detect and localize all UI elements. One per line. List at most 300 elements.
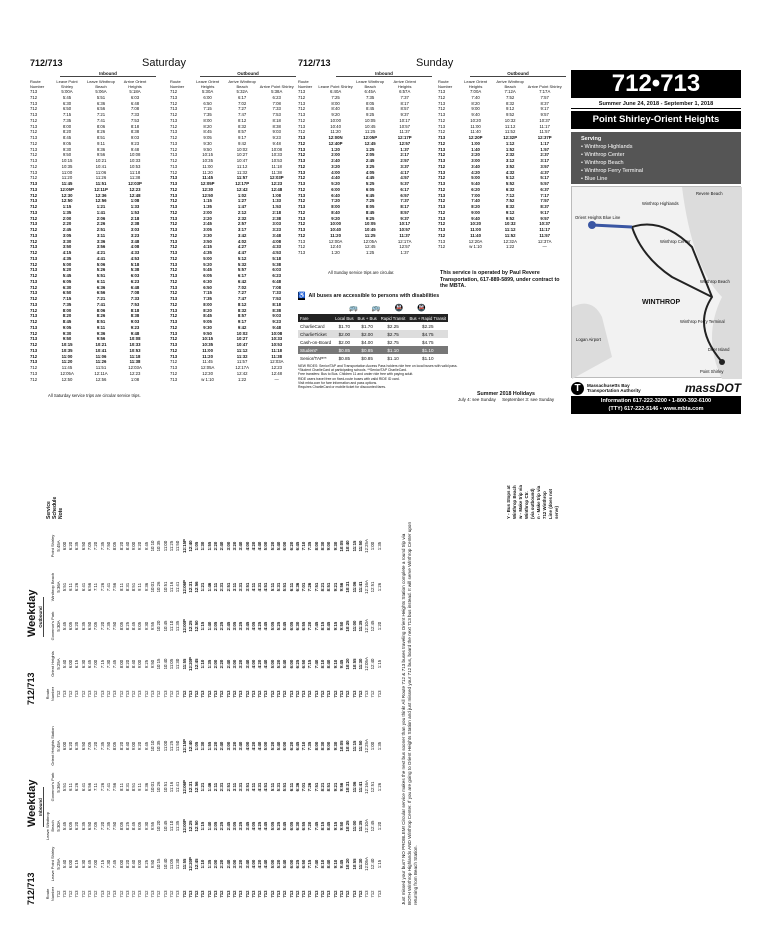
table-cell: 712	[30, 163, 38, 169]
table-cell: 6:00	[288, 659, 294, 669]
table-cell: 12:30	[61, 192, 73, 198]
table-cell: 7:37	[400, 94, 409, 100]
serving-item: • Winthrop Highlands	[581, 144, 633, 150]
table-cell: 5:20	[269, 741, 275, 751]
table-cell: 5:05	[269, 821, 275, 831]
table-cell: 712	[257, 690, 263, 698]
table-cell: 11:51	[95, 365, 107, 371]
table-cell: 6:40A	[329, 89, 342, 95]
table-cell: 3:48	[130, 238, 140, 244]
column-header: Route Number	[45, 686, 55, 702]
table-cell: 5:51	[282, 582, 288, 592]
table-cell: 712	[170, 232, 178, 238]
table-cell: 713	[238, 690, 244, 698]
table-cell: 712	[30, 319, 38, 325]
table-cell: 12:50	[61, 198, 73, 204]
table-cell: 8:45	[203, 313, 212, 319]
table-cell: 8:17	[400, 204, 409, 210]
column-header: Arrive Point Shirley	[527, 83, 562, 89]
table-cell: 7:27	[237, 290, 247, 296]
table-cell: 2:40	[219, 541, 225, 551]
bus-bus-icon: 🚌	[371, 305, 381, 312]
table-cell: 713	[187, 890, 193, 898]
table-cell: 5:45	[61, 621, 67, 631]
massdot-logo: massDOT	[684, 381, 741, 395]
table-cell: 10:17	[399, 117, 411, 123]
table-cell: 712	[30, 192, 38, 198]
table-cell: 713	[298, 158, 306, 164]
table-cell: 1:20	[331, 146, 340, 152]
table-cell: 713	[150, 690, 156, 698]
table-cell: 6:45	[294, 541, 300, 551]
table-cell: 7:57	[540, 94, 549, 100]
table-cell: 7:11	[93, 782, 99, 792]
table-cell: 10:40	[345, 540, 351, 552]
holidays-title: Summer 2018 Holidays	[477, 391, 535, 397]
table-cell: 713	[175, 890, 181, 898]
operated-by-note: This service is operated by Paul Revere Transportation, 617-889-5899, under contract to the MBTA.	[440, 270, 560, 289]
table-cell: 9:12	[505, 106, 515, 112]
table-cell: 9:40	[471, 112, 480, 118]
table-cell: 6:00	[61, 541, 67, 551]
table-cell: 11:12	[504, 227, 516, 233]
sunday-section	[298, 58, 563, 418]
table-cell: 9:55	[150, 821, 156, 831]
table-cell: 8:05	[118, 621, 124, 631]
table-cell: 1:20	[376, 821, 382, 831]
table-cell: 712	[30, 140, 38, 146]
table-cell: 11:40	[470, 232, 481, 238]
table-cell: 3:51	[244, 782, 250, 792]
fare-cell: Cash-on-Board	[300, 339, 332, 345]
table-cell: 9:03	[272, 129, 281, 135]
table-cell: 2:20	[219, 659, 225, 669]
table-cell: 6:57A	[399, 89, 411, 95]
table-cell: 11:41	[175, 781, 181, 793]
table-cell: 12:40	[187, 740, 193, 752]
serving-item: • Winthrop Center	[581, 152, 625, 158]
table-cell: 713	[351, 690, 357, 698]
table-cell: 5:45	[62, 273, 72, 279]
table-cell: 10:01	[150, 781, 156, 793]
table-cell: 712	[298, 140, 306, 146]
table-cell: 4:00	[250, 659, 256, 669]
table-cell: 11:57	[236, 359, 248, 365]
table-cell: 11:35	[175, 620, 181, 632]
table-cell: 3:51	[244, 582, 250, 592]
table-cell: 12:56	[194, 581, 200, 593]
table-cell: 11:06	[95, 353, 107, 359]
column-header: Orient Heights Station	[49, 726, 55, 766]
table-cell: 4:21	[96, 250, 106, 256]
table-cell: 713	[438, 204, 446, 210]
column-header: Leave Orient Heights	[464, 79, 488, 89]
table-cell: 5:00	[203, 255, 212, 261]
table-cell: 713	[137, 890, 143, 898]
table-cell: 10:02	[236, 146, 248, 152]
table-cell: 712	[170, 313, 178, 319]
table-cell: 9:11	[137, 782, 143, 792]
table-cell: 11:00	[202, 163, 213, 169]
table-cell: 10:53	[271, 342, 283, 348]
table-cell: 713	[30, 209, 38, 215]
fare-notes	[298, 364, 458, 390]
table-cell: 9:48	[272, 324, 281, 330]
table-cell: 11:05	[168, 658, 174, 670]
table-cell: 5:40	[61, 859, 67, 869]
table-cell: 5:12	[505, 175, 515, 181]
table-cell: 2:20	[213, 541, 219, 551]
table-cell: 712	[170, 290, 178, 296]
table-cell: 10:33	[129, 342, 141, 348]
table-cell: 10:32	[504, 117, 516, 123]
table-cell: 4:31	[257, 782, 263, 792]
table-cell: 712	[357, 890, 363, 898]
table-cell: 1:30	[200, 741, 206, 751]
table-cell: 713	[263, 890, 269, 898]
table-cell: 12:05A	[200, 365, 215, 371]
table-cell: 7:50	[112, 821, 118, 831]
table-cell: 9:17	[540, 106, 549, 112]
table-cell: 713	[376, 890, 382, 898]
table-cell: 713	[170, 140, 178, 146]
table-cell: 6:41	[80, 582, 86, 592]
table-cell: 10:33	[271, 336, 283, 342]
table-cell: 712	[170, 347, 178, 353]
table-cell: 1:20	[331, 250, 340, 256]
table-cell: 9:30	[62, 330, 72, 336]
table-cell: 713	[170, 238, 178, 244]
table-cell: 10:05	[364, 221, 376, 227]
table-cell: 11:17	[539, 123, 550, 129]
table-cell: 10:47	[236, 342, 248, 348]
table-cell: 713	[170, 106, 178, 112]
table-cell: 1:35	[206, 859, 212, 869]
table-cell: 6:20	[68, 541, 74, 551]
table-cell: 8:18	[272, 301, 281, 307]
table-cell: 6:20	[471, 186, 480, 192]
map-label: WINTHROP	[642, 299, 681, 306]
table-row	[30, 377, 152, 383]
table-cell: 8:38	[130, 129, 140, 135]
table-cell: 5:05	[269, 621, 275, 631]
table-cell: 712	[181, 690, 187, 698]
table-cell: 6:11	[96, 278, 106, 284]
table-cell: 8:45	[365, 209, 375, 215]
table-cell: 712	[244, 890, 250, 898]
table-cell: 7:05	[87, 541, 93, 551]
sunday-outbound-table	[438, 80, 562, 250]
table-cell: 1:15	[200, 821, 206, 831]
table-cell: 8:15	[320, 821, 326, 831]
table-cell: 8:32	[505, 100, 515, 106]
weekday-outbound-label: Outbound	[38, 597, 44, 637]
table-cell: 11:12	[236, 163, 248, 169]
table-cell: 5:51	[61, 782, 67, 792]
table-cell: 713	[170, 353, 178, 359]
table-cell: 713	[87, 690, 93, 698]
table-cell: 713	[61, 890, 67, 898]
fare-table	[298, 314, 448, 362]
table-cell: 713	[298, 112, 306, 118]
fare-cell: $4.00	[361, 339, 373, 345]
table-cell: 6:30	[294, 621, 300, 631]
table-cell: 7:21	[96, 296, 106, 302]
table-cell: 4:00	[244, 541, 250, 551]
table-cell: 712	[30, 376, 38, 382]
table-header-row	[46, 525, 56, 705]
table-cell: 6:20	[288, 541, 294, 551]
column-header: Arrive Point Shirley	[259, 83, 294, 89]
table-cell: 12:40	[370, 858, 376, 870]
table-cell: 11:00	[202, 347, 213, 353]
service-note-title: Service Schedule Note	[46, 496, 64, 519]
table-cell: 4:20	[250, 541, 256, 551]
table-cell: 12:40	[187, 540, 193, 552]
table-cell: 7:33	[130, 296, 140, 302]
table-cell: 713	[301, 690, 307, 698]
table-cell: 5:37	[400, 181, 409, 187]
column-header: Leave Point Shirley	[56, 79, 78, 89]
table-cell: 9:30	[143, 821, 149, 831]
cover-name: Point Shirley-Orient Heights	[571, 111, 741, 129]
table-cell: 6:50	[87, 621, 93, 631]
saturday-title: Saturday	[142, 57, 187, 69]
table-row	[170, 377, 294, 383]
table-cell: 8:05	[365, 100, 375, 106]
fare-cell: $2.75	[387, 339, 399, 345]
table-cell: 11:20	[61, 359, 73, 365]
column-header: Leave Orient Heights	[196, 79, 220, 89]
table-cell: 9:36	[143, 582, 149, 592]
table-cell: 11:15	[351, 540, 357, 552]
table-cell: 6:11	[68, 782, 74, 792]
table-cell: 8:06	[96, 307, 106, 313]
table-cell: 6:23	[130, 278, 140, 284]
table-cell: 9:00	[131, 741, 137, 751]
table-cell: 9:03	[130, 319, 140, 325]
serving-item: • Winthrop Ferry Terminal	[581, 168, 644, 174]
table-cell: 3:45	[244, 821, 250, 831]
table-cell: 5:45	[282, 821, 288, 831]
table-cell: 5:12	[237, 255, 247, 261]
cover-route-box	[571, 70, 741, 98]
table-cell: 713	[30, 181, 38, 187]
table-cell: 3:40	[238, 541, 244, 551]
table-cell: 11:26	[95, 359, 107, 365]
table-cell: 2:00	[213, 659, 219, 669]
table-cell: 712	[170, 198, 178, 204]
table-cell: 712	[156, 690, 162, 698]
fare-header-row	[298, 314, 448, 322]
table-cell: 5:00A	[61, 89, 73, 95]
table-cell: 5:25	[365, 181, 375, 187]
table-cell: 3:11	[96, 232, 106, 238]
table-cell: 712	[93, 890, 99, 898]
table-cell: 5:18	[130, 261, 140, 267]
table-cell: 5:45	[61, 821, 67, 831]
table-cell: 4:00	[250, 859, 256, 869]
map-label: Point Shirley	[700, 369, 724, 374]
table-cell: 712	[30, 152, 38, 158]
table-cell: 11:00	[351, 620, 357, 632]
table-cell: 12:23	[129, 370, 141, 376]
table-cell: 9:57	[540, 215, 549, 221]
table-cell: 8:51	[96, 135, 106, 141]
table-cell: 6:32	[505, 186, 515, 192]
column-header: Leave Winthrop Beach	[356, 79, 385, 89]
table-cell: 10:05	[338, 540, 344, 552]
table-cell: 3:37	[400, 163, 409, 169]
table-cell: 9:52	[505, 215, 515, 221]
table-header-row	[30, 80, 152, 89]
table-cell: 3:20	[331, 163, 340, 169]
weekday-route-code: 712/713	[26, 872, 36, 905]
table-cell: 11:00	[61, 353, 73, 359]
fare-cell: $4.75	[422, 339, 434, 345]
table-cell: 712	[30, 365, 38, 371]
table-cell: 713	[30, 100, 38, 106]
table-cell: 713	[112, 690, 118, 698]
table-cell: 10:26	[156, 781, 162, 793]
table-cell: 12:17A	[235, 365, 249, 371]
table-cell: 4:05	[250, 621, 256, 631]
table-cell: 712	[438, 117, 446, 123]
table-cell: 5:40	[471, 181, 480, 187]
table-cell: 11:38	[271, 169, 282, 175]
fare-header: Local Bus	[335, 315, 354, 321]
table-cell: 712	[30, 261, 38, 267]
fare-cell: Senior/TAP**	[300, 355, 327, 361]
table-cell: 9:00	[137, 659, 143, 669]
fare-note: Free transfers: Bus to Bus. Children 11 and under ride free with paying adult.	[298, 372, 414, 377]
table-cell: 6:50	[203, 284, 212, 290]
table-cell: 712	[298, 152, 306, 158]
table-cell: 712	[269, 890, 275, 898]
table-cell: 6:00	[203, 94, 212, 100]
table-cell: 8:51	[326, 582, 332, 592]
table-cell: 5:26	[96, 267, 106, 273]
table-cell: 3:12	[505, 158, 515, 164]
table-cell: 713	[170, 94, 178, 100]
table-cell: 713	[298, 146, 306, 152]
table-cell: 9:25	[143, 859, 149, 869]
table-cell: 6:55	[301, 621, 307, 631]
table-cell: 7:51	[313, 782, 319, 792]
table-cell: 712	[206, 890, 212, 898]
table-cell: 712	[332, 890, 338, 898]
table-cell: 4:00	[244, 741, 250, 751]
table-cell: 11:45	[61, 365, 73, 371]
table-cell: 2:18	[130, 215, 140, 221]
table-cell: 712	[170, 186, 178, 192]
table-cell: 5:40	[282, 659, 288, 669]
table-cell: 7:37	[400, 198, 409, 204]
table-cell: 9:30	[62, 146, 72, 152]
table-cell: 2:45	[203, 221, 212, 227]
table-cell: 7:26	[307, 782, 313, 792]
table-cell: 7:02	[237, 100, 247, 106]
table-cell: 10:15	[61, 158, 73, 164]
table-cell: 713	[30, 359, 38, 365]
holidays-line: July 4: see Sunday September 3: see Sunday	[457, 397, 555, 402]
table-cell: 712	[357, 690, 363, 698]
table-row	[438, 244, 562, 250]
fare-cell: $2.25	[422, 323, 434, 329]
table-cell: 11:50	[357, 540, 363, 552]
table-cell: 713	[170, 163, 178, 169]
table-cell: 9:00	[137, 859, 143, 869]
table-cell: 713	[30, 370, 38, 376]
table-cell: 9:30	[332, 741, 338, 751]
weekday-table-left	[46, 725, 383, 905]
table-cell: 8:00	[203, 301, 212, 307]
table-cell: 11:37	[399, 232, 411, 238]
table-cell: 7:25	[331, 94, 340, 100]
table-cell: 6:00	[61, 741, 67, 751]
fare-cell: $2.00	[356, 330, 379, 338]
table-cell: 713	[438, 100, 446, 106]
table-cell: 8:05	[112, 541, 118, 551]
table-cell: 3:42	[237, 232, 247, 238]
table-cell: 712	[170, 336, 178, 342]
table-cell: 3:40	[238, 741, 244, 751]
table-cell: 712	[294, 690, 300, 698]
table-cell: 4:05	[365, 169, 375, 175]
table-cell: 8:11	[118, 782, 124, 792]
table-cell: 712	[80, 890, 86, 898]
table-cell: 10:45	[364, 227, 376, 233]
table-cell: 6:00	[331, 186, 340, 192]
table-cell: 8:38	[130, 313, 140, 319]
table-cell: 8:11	[118, 582, 124, 592]
fare-cell: CharlieCard	[300, 323, 325, 329]
table-cell: 12:05P	[363, 135, 378, 141]
table-cell: 712	[269, 690, 275, 698]
table-cell: 10:31	[345, 581, 351, 593]
table-cell: 10:57	[399, 123, 411, 129]
table-cell: 713	[30, 112, 38, 118]
column-header: Route Number	[45, 886, 55, 902]
table-cell: 1:00	[471, 140, 480, 146]
table-cell: 712	[30, 353, 38, 359]
table-cell: 12:25A	[364, 739, 370, 753]
table-cell: 712	[231, 890, 237, 898]
table-cell: 2:18	[272, 209, 281, 215]
table-cell: 9:00	[326, 541, 332, 551]
column-header: Arrive Winthrop Beach	[496, 79, 524, 89]
table-cell: 3:45	[244, 621, 250, 631]
table-cell: 712	[320, 690, 326, 698]
table-cell: 712	[438, 232, 446, 238]
table-cell: 6:25	[294, 859, 300, 869]
table-cell: 7:33	[272, 290, 281, 296]
table-cell: 11:18	[271, 347, 283, 353]
table-cell: 713	[438, 123, 446, 129]
subway-icon: 🚇	[394, 305, 404, 312]
table-cell: 2:05	[213, 621, 219, 631]
table-cell: 8:05	[112, 741, 118, 751]
table-cell: 8:57	[237, 313, 247, 319]
table-cell: 1:47	[237, 204, 247, 210]
table-cell: 7:15	[62, 296, 72, 302]
table-cell: 7:10	[301, 541, 307, 551]
table-cell: 2:45	[365, 158, 375, 164]
table-cell: 7:17A	[539, 89, 551, 95]
fare-cell: $2.00	[338, 339, 351, 345]
table-cell: 5:25	[275, 621, 281, 631]
table-cell: 9:05	[62, 140, 72, 146]
